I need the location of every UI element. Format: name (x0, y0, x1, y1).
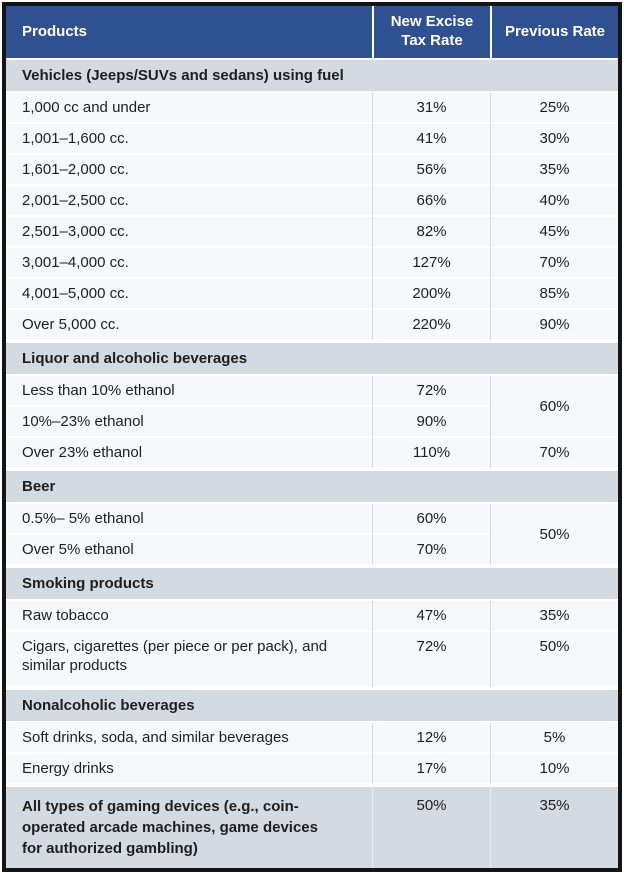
new-rate-cell: 72% (372, 376, 490, 407)
previous-rate-cell: 70% (490, 438, 618, 469)
new-rate-cell: 66% (372, 186, 490, 217)
column-header-previous-rate: Previous Rate (490, 6, 618, 58)
previous-rate-cell: 85% (490, 279, 618, 310)
table-row (6, 248, 618, 279)
excise-tax-table (2, 2, 622, 872)
previous-rate-cell-merged: 50% (490, 504, 618, 566)
product-cell: 1,001–1,600 cc. (6, 124, 372, 155)
previous-rate-cell: 25% (490, 93, 618, 124)
table-row (6, 217, 618, 248)
product-cell: Soft drinks, soda, and similar beverages (6, 723, 372, 754)
new-rate-cell: 70% (372, 535, 490, 566)
table-row (6, 186, 618, 217)
table-row (6, 93, 618, 124)
table-row (6, 504, 618, 535)
table-row (6, 438, 618, 469)
table-header-row (6, 6, 618, 58)
product-cell: Less than 10% ethanol (6, 376, 372, 407)
new-rate-cell: 60% (372, 504, 490, 535)
new-rate-cell: 12% (372, 723, 490, 754)
new-rate-cell: 127% (372, 248, 490, 279)
new-rate-cell: 82% (372, 217, 490, 248)
previous-rate-cell: 35% (490, 601, 618, 632)
section-header-vehicles (6, 58, 618, 93)
product-cell: 10%–23% ethanol (6, 407, 372, 438)
table-row (6, 310, 618, 341)
product-cell: 2,501–3,000 cc. (6, 217, 372, 248)
section-header-smoking (6, 566, 618, 601)
product-cell: Over 5% ethanol (6, 535, 372, 566)
product-cell: 1,000 cc and under (6, 93, 372, 124)
new-rate-cell: 72% (372, 632, 490, 688)
product-cell: All types of gaming devices (e.g., coin-operated arcade machines, game devices for authorized gambling) (6, 785, 372, 868)
previous-rate-cell: 5% (490, 723, 618, 754)
new-rate-cell: 220% (372, 310, 490, 341)
previous-rate-cell: 45% (490, 217, 618, 248)
section-header-beer (6, 469, 618, 504)
product-cell: 2,001–2,500 cc. (6, 186, 372, 217)
product-cell: 1,601–2,000 cc. (6, 155, 372, 186)
new-rate-cell: 41% (372, 124, 490, 155)
new-rate-cell: 200% (372, 279, 490, 310)
new-rate-cell: 47% (372, 601, 490, 632)
product-cell: Over 5,000 cc. (6, 310, 372, 341)
previous-rate-cell: 40% (490, 186, 618, 217)
previous-rate-cell: 30% (490, 124, 618, 155)
new-rate-cell: 110% (372, 438, 490, 469)
table-row (6, 279, 618, 310)
product-cell: 0.5%– 5% ethanol (6, 504, 372, 535)
section-title: Nonalcoholic beverages (6, 688, 618, 723)
table-row (6, 601, 618, 632)
table-row (6, 632, 618, 688)
section-title: Vehicles (Jeeps/SUVs and sedans) using fuel (6, 58, 618, 93)
product-cell: 4,001–5,000 cc. (6, 279, 372, 310)
previous-rate-cell: 90% (490, 310, 618, 341)
product-cell: Over 23% ethanol (6, 438, 372, 469)
previous-rate-cell: 10% (490, 754, 618, 785)
table-row (6, 376, 618, 407)
previous-rate-cell: 50% (490, 632, 618, 688)
product-cell: 3,001–4,000 cc. (6, 248, 372, 279)
table-row (6, 754, 618, 785)
table-row (6, 124, 618, 155)
new-rate-cell: 17% (372, 754, 490, 785)
section-header-nonalcoholic (6, 688, 618, 723)
row-gaming-devices (6, 785, 618, 868)
section-title: Beer (6, 469, 618, 504)
product-cell: Cigars, cigarettes (per piece or per pack), and similar products (6, 632, 372, 688)
new-rate-cell: 90% (372, 407, 490, 438)
table-row (6, 155, 618, 186)
new-rate-cell: 31% (372, 93, 490, 124)
previous-rate-cell: 35% (490, 785, 618, 868)
table-row (6, 723, 618, 754)
section-header-liquor (6, 341, 618, 376)
product-cell: Raw tobacco (6, 601, 372, 632)
new-rate-cell: 56% (372, 155, 490, 186)
section-title: Liquor and alcoholic beverages (6, 341, 618, 376)
previous-rate-cell-merged: 60% (490, 376, 618, 438)
section-title: Smoking products (6, 566, 618, 601)
column-header-products: Products (6, 6, 372, 58)
new-rate-cell: 50% (372, 785, 490, 868)
previous-rate-cell: 70% (490, 248, 618, 279)
previous-rate-cell: 35% (490, 155, 618, 186)
product-cell: Energy drinks (6, 754, 372, 785)
column-header-new-excise-tax-rate: New Excise Tax Rate (372, 6, 490, 58)
